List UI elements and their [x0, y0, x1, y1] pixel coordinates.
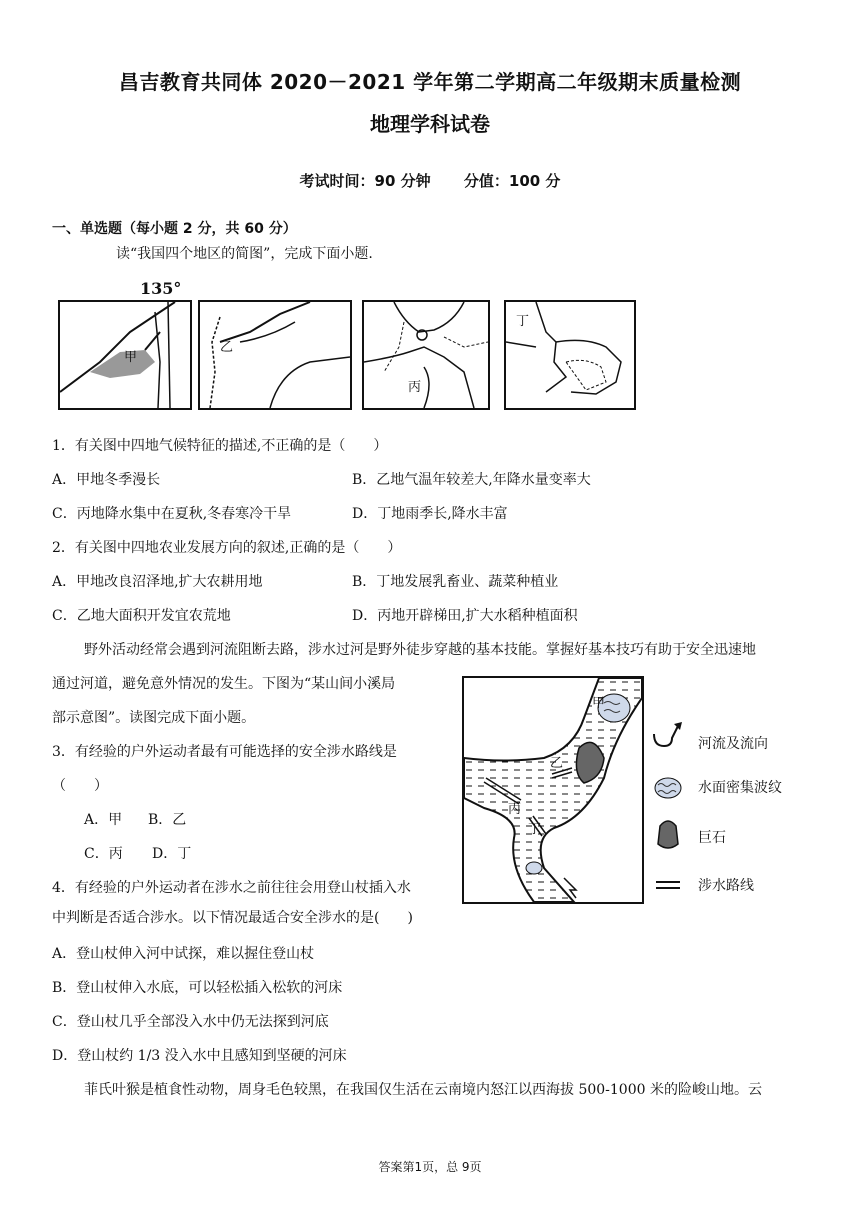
q2-option-d: D．丙地开辟梯田,扩大水稻种植面积 — [352, 608, 578, 624]
q4-option-d: D．登山杖约 1/3 没入水中且感知到坚硬的河床 — [52, 1048, 347, 1064]
passage2-line3: 部示意图”。读图完成下面小题。 — [52, 710, 256, 726]
q4-option-a: A．登山杖伸入河中试探，难以握住登山杖 — [52, 946, 315, 962]
passage2-line2: 通过河道，避免意外情况的发生。下图为“某山间小溪局 — [52, 676, 396, 692]
map-label-ding: 丁 — [516, 314, 530, 329]
q1-option-a: A．甲地冬季漫长 — [52, 472, 161, 488]
map-jia — [58, 300, 192, 410]
q3-option-b: B．乙 — [148, 812, 187, 828]
intro-text: 读“我国四个地区的简图”，完成下面小题. — [116, 246, 373, 262]
q2-option-b: B．丁地发展乳畜业、蔬菜种植业 — [352, 574, 559, 590]
q3-option-a: A．甲 — [84, 812, 123, 828]
q4-option-b: B．登山杖伸入水底，可以轻松插入松软的河床 — [52, 980, 343, 996]
map-yi-drawing — [200, 302, 350, 408]
q4-option-c: C．登山杖几乎全部没入水中仍无法探到河底 — [52, 1014, 329, 1030]
stream-label-ding: 丁 — [528, 822, 542, 837]
map-bing — [362, 300, 490, 410]
exam-subject: 地理学科试卷 — [370, 112, 490, 136]
q2-option-c: C．乙地大面积开发宜农荒地 — [52, 608, 231, 624]
map-ding — [504, 300, 636, 410]
map-label-jia: 甲 — [124, 350, 138, 365]
legend-symbols — [650, 718, 690, 898]
exam-score: 分值：100 分 — [463, 172, 561, 190]
section-heading: 一、单选题（每小题 2 分，共 60 分） — [52, 221, 297, 237]
longitude-label: 135° — [140, 279, 182, 298]
stream-label-yi: 乙 — [550, 756, 564, 771]
q4-stem-line2: 中判断是否适合涉水。以下情况最适合安全涉水的是( ) — [52, 910, 413, 926]
q4-stem-line1: 4．有经验的户外运动者在涉水之前往往会用登山杖插入水 — [52, 880, 411, 896]
stream-label-jia: 甲 — [592, 696, 606, 711]
legend-route: 涉水路线 — [698, 878, 754, 894]
q2-stem: 2．有关图中四地农业发展方向的叙述,正确的是（ ） — [52, 540, 402, 556]
legend-ripple: 水面密集波纹 — [698, 780, 782, 796]
q1-stem: 1．有关图中四地气候特征的描述,不正确的是（ ） — [52, 438, 388, 454]
map-label-bing: 丙 — [408, 380, 422, 395]
stream-label-bing: 丙 — [508, 802, 522, 817]
page-footer: 答案第1页，总 9页 — [378, 1160, 482, 1174]
passage3-line1: 菲氏叶猴是植食性动物，周身毛色较黑，在我国仅生活在云南境内怒江以西海拔 500-1000 米的险峻山地。云 — [84, 1082, 762, 1098]
map-yi — [198, 300, 352, 410]
stream-map-drawing — [464, 678, 642, 902]
q3-paren: （ ） — [52, 778, 108, 794]
exam-info — [0, 170, 860, 191]
q3-option-c: C．丙 — [84, 846, 123, 862]
q1-option-b: B．乙地气温年较差大,年降水量变率大 — [352, 472, 591, 488]
q1-option-c: C．丙地降水集中在夏秋,冬春寒冷干旱 — [52, 506, 292, 522]
legend-boulder: 巨石 — [698, 830, 726, 846]
q3-option-d: D．丁 — [152, 846, 192, 862]
exam-time: 考试时间：90 分钟 — [299, 172, 431, 190]
q1-option-d: D．丁地雨季长,降水丰富 — [352, 506, 508, 522]
legend-river: 河流及流向 — [698, 736, 768, 752]
stream-map — [462, 676, 644, 904]
stream-legend — [650, 718, 830, 898]
q3-stem: 3．有经验的户外运动者最有可能选择的安全涉水路线是 — [52, 744, 397, 760]
map-label-yi: 乙 — [220, 340, 234, 355]
passage2-line1: 野外活动经常会遇到河流阻断去路，涉水过河是野外徒步穿越的基本技能。掌握好基本技巧有助于安全迅速地 — [84, 642, 756, 658]
exam-title: 昌吉教育共同体 2020－2021 学年第二学期高二年级期末质量检测 — [118, 70, 742, 94]
map-bing-drawing — [364, 302, 488, 408]
q2-option-a: A．甲地改良沼泽地,扩大农耕用地 — [52, 574, 263, 590]
